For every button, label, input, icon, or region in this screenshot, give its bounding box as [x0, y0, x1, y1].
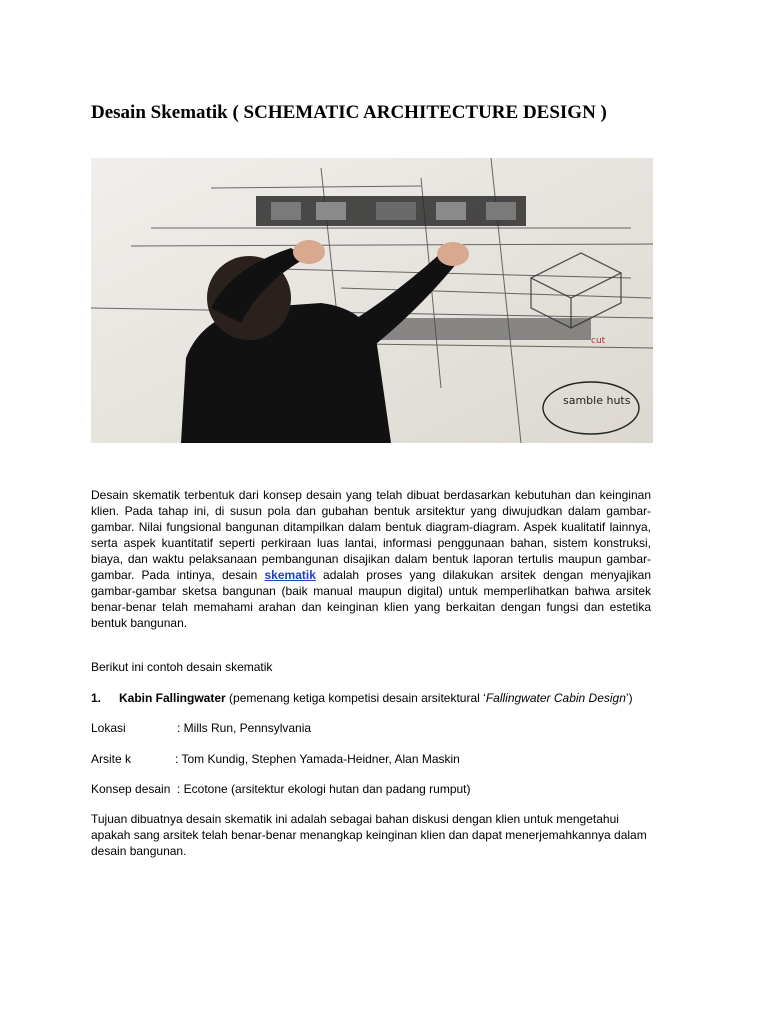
item-number: 1. [91, 691, 102, 705]
closing-paragraph: Tujuan dibuatnya desain skematik ini adalah sebagai bahan diskusi dengan klien untuk mengetahui apakah sang arsitek telah benar-benar menangkap keinginan klien dan dapat menerjemahkannya dalam desain bangunan. [91, 812, 647, 858]
item-desc: (pemenang ketiga kompetisi desain arsitektural ‘ [225, 691, 486, 705]
detail-label: Konsep desain [91, 782, 171, 796]
intro-text: Desain skematik terbentuk dari konsep desain yang telah dibuat berdasarkan kebutuhan dan keinginan klien. Pada tahap ini, di susun pola dan gubahan bentuk arsitektur yang diwujudkan dalam gambar-gambar. Nilai fungsional bangunan ditampilkan dalam bentuk diagram-diagram. Aspek kualitatif lainnya, serta aspek kuantitatif seperti perkiraan luas lantai, informasi penggunaan bahan, sistem konstruksi, biaya, dan waktu pelaksanaan pembangunan disajikan dalam bentuk laporan tertulis maupun gambar-gambar. Pada intinya, desain [91, 488, 651, 582]
detail-label: Lokasi [91, 721, 126, 735]
detail-value: : Ecotone (arsitektur ekologi hutan dan padang rumput) [177, 782, 471, 796]
skematik-link[interactable]: skematik [264, 568, 316, 582]
detail-row-concept [91, 781, 651, 797]
sketch-note: samble huts [563, 394, 631, 407]
architect-sketch-photo [91, 158, 653, 443]
intro-paragraph [91, 487, 651, 631]
sketch-note: cut [591, 336, 606, 346]
detail-row-location [91, 720, 651, 736]
sketch-illustration [91, 158, 653, 443]
example-item [91, 690, 651, 706]
item-desc-end: ’) [625, 691, 633, 705]
intro-text-continued: adalah proses yang dilakukan arsitek dengan menyajikan gambar-gambar sketsa bangunan (baik manual maupun digital) untuk memperlihatkan bahwa arsitek benar-benar telah memahami arahan dan keinginan klien yang berkaitan dengan fungsi dan estetika bentuk bangunan. [91, 568, 651, 630]
item-name: Kabin Fallingwater [119, 691, 226, 705]
detail-row-architect [91, 751, 651, 767]
item-desc-italic: Fallingwater Cabin Design [485, 691, 626, 705]
detail-value: : Mills Run, Pennsylvania [177, 721, 312, 735]
detail-value: : Tom Kundig, Stephen Yamada-Heidner, Alan Maskin [175, 752, 460, 766]
document-title: Desain Skematik ( SCHEMATIC ARCHITECTURE DESIGN ) [91, 102, 607, 123]
detail-label: Arsite k [91, 752, 132, 766]
example-intro: Berikut ini contoh desain skematik [91, 660, 273, 674]
